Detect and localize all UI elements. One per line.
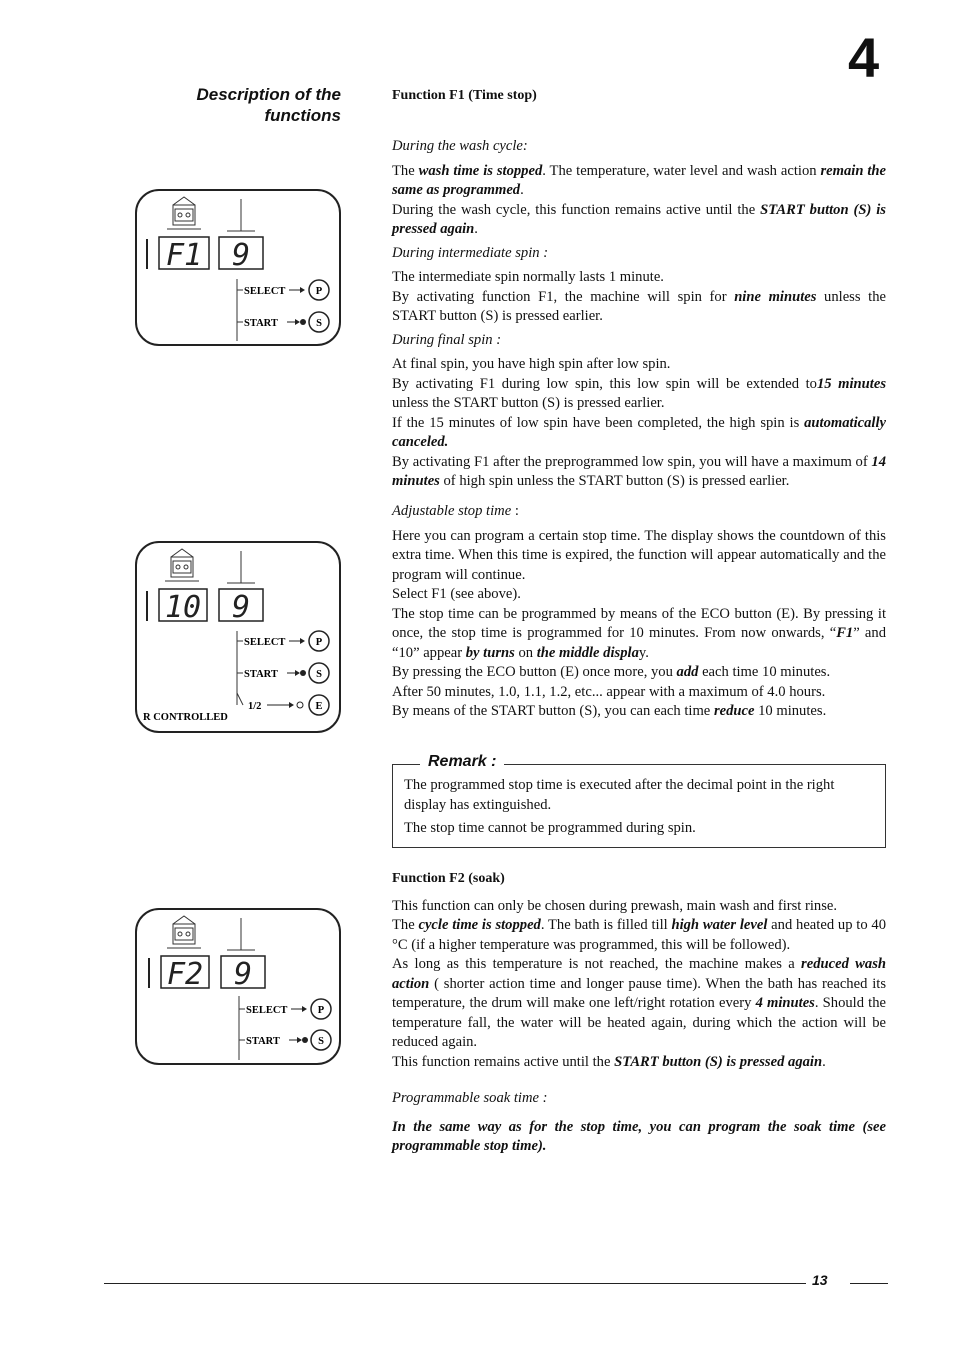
f2-heading: Function F2 (soak) — [392, 871, 505, 886]
f1-heading — [392, 86, 886, 106]
f1-heading-text: Function F1 (Time stop) — [392, 88, 537, 103]
adjustable-stop-section — [392, 502, 886, 722]
control-panel-f2 — [135, 908, 341, 1065]
s-key-label: S — [316, 669, 322, 680]
left-display-value: F2 — [166, 957, 204, 992]
s-key-label: S — [316, 318, 322, 329]
p-key-label: P — [315, 637, 323, 648]
soak-section — [392, 1089, 886, 1157]
right-display-value: 9 — [233, 957, 253, 992]
f1-wash-section — [392, 137, 886, 492]
machine-icon — [171, 549, 193, 577]
right-display-value: 9 — [231, 590, 251, 625]
wash-paragraph-2: During the wash cycle, this function remains active until the START button (S) is pressed again. — [392, 201, 886, 237]
e-key-label: E — [315, 701, 323, 712]
start-label: START — [244, 318, 278, 329]
wash-paragraph-1: The wash time is stopped. The temperature, water level and wash action remain the same as programmed. — [392, 162, 886, 198]
half-load-label: 1/2 — [248, 701, 262, 712]
adjustable-paragraph-1: Here you can program a certain stop time. The display shows the countdown of this extra time. When this time is expired, the function will appear automatically and the program will continue. — [392, 527, 886, 583]
final-paragraph-2: By activating F1 during low spin, this low spin will be extended to15 minutes unless the START button (S) is pressed earlier. — [392, 375, 886, 411]
f2-paragraph-2: The cycle time is stopped. The bath is filled till high water level and heated up to 40 °C (if a higher temperature was programmed, this will be followed). — [392, 917, 886, 953]
wash-subheading: During the wash cycle: — [392, 138, 528, 154]
footer-rule-right — [850, 1283, 888, 1284]
remark-title: Remark : — [420, 752, 504, 772]
adjustable-paragraph-3: The stop time can be programmed by means of the ECO button (E). By pressing it once, the stop time is programmed for 10 minutes. From now onwards, “F1” and “10” appear by turns on the middle display. — [392, 605, 887, 661]
p-key-label: P — [315, 286, 323, 297]
final-subheading: During final spin : — [392, 331, 502, 348]
f2-section — [392, 869, 886, 1072]
page-number: 13 — [812, 1272, 828, 1288]
f2-paragraph-3: As long as this temperature is not reached, the machine makes a reduced wash action ( shorter action time and longer pause time). When the bath has reached its temperature, the drum will make one left/right rotation every 4 minutes. Should the temperature fall, the water will be heated again, during which the action will be reduced again. — [392, 956, 886, 1050]
intermediate-subheading: During intermediate spin : — [392, 244, 549, 261]
control-panel-f1 — [135, 189, 341, 346]
chapter-number: 4 — [848, 26, 880, 89]
f2-paragraph-4: This function remains active until the START button (S) is pressed again. — [392, 1053, 826, 1070]
select-label: SELECT — [244, 286, 286, 297]
adjustable-paragraph-5: After 50 minutes, 1.0, 1.1, 1.2, etc... appear with a maximum of 4.0 hours. — [392, 683, 826, 700]
controlled-label: R CONTROLLED — [143, 712, 228, 723]
left-display-value: F1 — [165, 238, 203, 273]
adjustable-subheading: Adjustable stop time : — [392, 503, 519, 519]
soak-subheading: Programmable soak time : — [392, 1090, 548, 1106]
left-display-value: 10 — [164, 590, 202, 625]
final-paragraph-3: If the 15 minutes of low spin have been completed, the high spin is automatically canceled. — [392, 414, 886, 450]
start-label: START — [244, 669, 278, 680]
adjustable-paragraph-2: Select F1 (see above). — [392, 586, 521, 602]
intermediate-paragraph-1: The intermediate spin normally lasts 1 minute. — [392, 269, 664, 285]
soak-paragraph: In the same way as for the stop time, you can program the soak time (see programmable stop time). — [392, 1118, 886, 1154]
adjustable-paragraph-6: By means of the START button (S), you can each time reduce 10 minutes. — [392, 703, 827, 719]
p-key-label: P — [317, 1005, 325, 1016]
select-label: SELECT — [246, 1005, 288, 1016]
final-paragraph-1: At final spin, you have high spin after low spin. — [392, 356, 671, 372]
final-paragraph-4: By activating F1 after the preprogrammed low spin, you will have a maximum of 14 minutes of high spin unless the START button (S) is pressed earlier. — [392, 453, 886, 489]
select-label: SELECT — [244, 637, 286, 648]
machine-icon — [173, 916, 195, 944]
remark-text — [404, 776, 878, 843]
f2-paragraph-1: This function can only be chosen during prewash, main wash and first rinse. — [392, 897, 838, 914]
machine-icon — [173, 197, 195, 225]
section-side-title: Description of the functions — [196, 85, 341, 125]
footer-rule-left — [104, 1283, 806, 1284]
right-display-value: 9 — [231, 238, 251, 273]
control-panel-stop-time — [135, 541, 341, 733]
intermediate-paragraph-2: By activating function F1, the machine will spin for nine minutes unless the START button (S) is pressed earlier. — [392, 288, 886, 324]
s-key-label: S — [318, 1036, 324, 1047]
remark-paragraph-1: The programmed stop time is executed after the decimal point in the right display has extinguished. — [404, 777, 835, 813]
remark-paragraph-2: The stop time cannot be programmed during spin. — [404, 820, 696, 836]
adjustable-paragraph-4: By pressing the ECO button (E) once more, you add each time 10 minutes. — [392, 664, 831, 680]
start-label: START — [246, 1036, 280, 1047]
